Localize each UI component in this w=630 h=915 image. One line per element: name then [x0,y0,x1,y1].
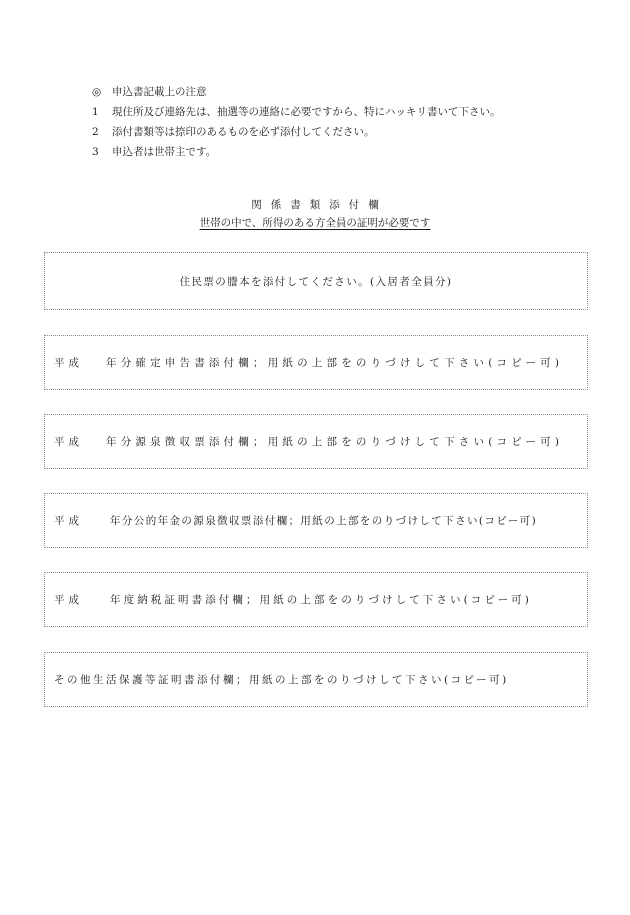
application-notes [92,82,612,162]
note-text: 添付書類等は捺印のあるものを必ず添付してください。 [112,126,375,138]
attachment-label: その他生活保護等証明書添付欄；用紙の上部をのりづけして下さい(コピー可) [54,674,509,686]
era-label: 平成 [54,594,83,606]
note-number: 3 [92,146,99,158]
attachments-title: 関係書類添付欄 [251,199,388,211]
double-circle-icon: ◎ [92,86,102,98]
tax-payment-certificate-attachment-box[interactable] [44,572,588,627]
note-item [92,102,612,122]
attachment-label: 年分確定申告書添付欄；用紙の上部をのりづけして下さい(コピー可) [106,357,564,369]
era-label: 平成 [54,515,83,527]
attachment-label: 年分公的年金の源泉徴収票添付欄；用紙の上部をのりづけして下さい(コピー可) [110,515,538,527]
attachment-label: 年度納税証明書添付欄；用紙の上部をのりづけして下さい(コピー可) [110,594,532,606]
note-item [92,142,612,162]
era-label: 平成 [54,436,83,448]
notes-heading [92,82,612,102]
withholding-slip-attachment-box[interactable] [44,414,588,469]
note-number: 2 [92,126,99,138]
note-item [92,122,612,142]
note-text: 申込者は世帯主です。 [112,146,217,158]
pension-withholding-attachment-box[interactable] [44,493,588,548]
note-text: 現住所及び連絡先は、抽選等の連絡に必要ですから、特にハッキリ書いて下さい。 [112,106,501,118]
note-number: 1 [92,106,99,118]
era-label: 平成 [54,357,83,369]
attachment-label: 年分源泉徴収票添付欄；用紙の上部をのりづけして下さい(コピー可) [106,436,564,448]
attachments-subtitle-wrap [0,215,630,230]
attachments-subtitle: 世帯の中で、所得のある方全員の証明が必要です [199,217,431,229]
resident-certificate-box[interactable] [44,252,588,310]
notes-heading-text: 申込書記載上の注意 [112,86,207,98]
tax-return-attachment-box[interactable] [44,335,588,390]
other-welfare-certificate-attachment-box[interactable] [44,652,588,707]
resident-certificate-label: 住民票の謄本を添付してください。(入居者全員分) [179,275,453,288]
